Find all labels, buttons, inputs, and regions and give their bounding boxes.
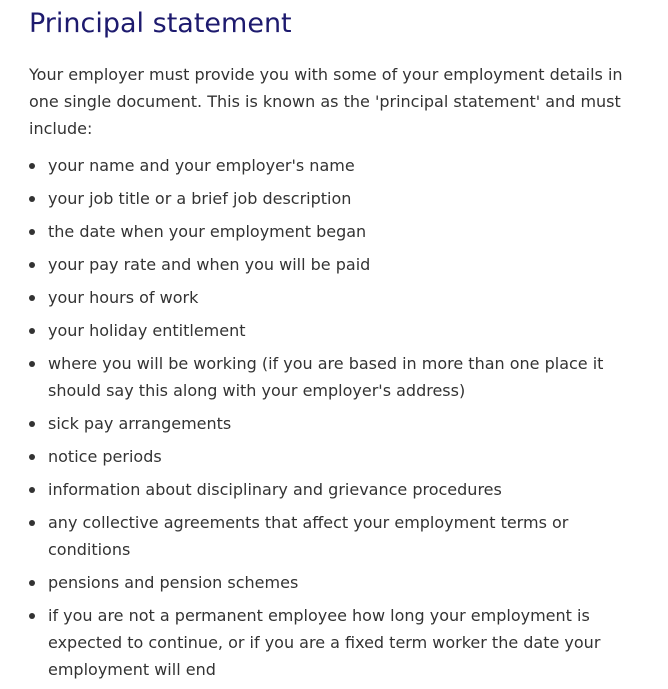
list-item: [29, 152, 649, 179]
bullet-icon: [29, 229, 35, 235]
principal-statement-section: [29, 0, 649, 689]
list-item: [29, 317, 649, 344]
bullet-icon: [29, 328, 35, 334]
bullet-icon: [29, 613, 35, 619]
list-item: [29, 476, 649, 503]
bullet-icon: [29, 262, 35, 268]
bullet-icon: [29, 196, 35, 202]
list-item: [29, 602, 649, 683]
list-item-text: your hours of work: [48, 288, 199, 307]
list-item-text: if you are not a permanent employee how long your employment is expected to continue, or if you are a fixed term worker the date your employment will end: [48, 606, 601, 679]
list-item-text: your name and your employer's name: [48, 156, 355, 175]
list-item: [29, 251, 649, 278]
bullet-icon: [29, 163, 35, 169]
list-item-text: your holiday entitlement: [48, 321, 246, 340]
bullet-icon: [29, 520, 35, 526]
bullet-icon: [29, 421, 35, 427]
list-item: [29, 509, 649, 563]
bullet-icon: [29, 295, 35, 301]
list-item-text: any collective agreements that affect your employment terms or conditions: [48, 513, 569, 559]
bullet-icon: [29, 487, 35, 493]
list-item: [29, 284, 649, 311]
list-item: [29, 185, 649, 212]
list-item-text: sick pay arrangements: [48, 414, 232, 433]
list-item: [29, 443, 649, 470]
list-item-text: where you will be working (if you are based in more than one place it should say this along with your employer's address): [48, 354, 604, 400]
bullet-icon: [29, 454, 35, 460]
bullet-icon: [29, 361, 35, 367]
list-item-text: your job title or a brief job description: [48, 189, 352, 208]
list-item-text: notice periods: [48, 447, 162, 466]
list-item: [29, 350, 649, 404]
list-item: [29, 218, 649, 245]
intro-paragraph: Your employer must provide you with some of your employment details in one single document. This is known as the 'principal statement' and must include:: [29, 65, 623, 138]
list-item: [29, 410, 649, 437]
requirements-list: [29, 152, 649, 683]
bullet-icon: [29, 580, 35, 586]
section-heading: Principal statement: [29, 8, 292, 39]
list-item-text: your pay rate and when you will be paid: [48, 255, 371, 274]
list-item-text: the date when your employment began: [48, 222, 367, 241]
list-item-text: information about disciplinary and grievance procedures: [48, 480, 502, 499]
list-item-text: pensions and pension schemes: [48, 573, 299, 592]
list-item: [29, 569, 649, 596]
